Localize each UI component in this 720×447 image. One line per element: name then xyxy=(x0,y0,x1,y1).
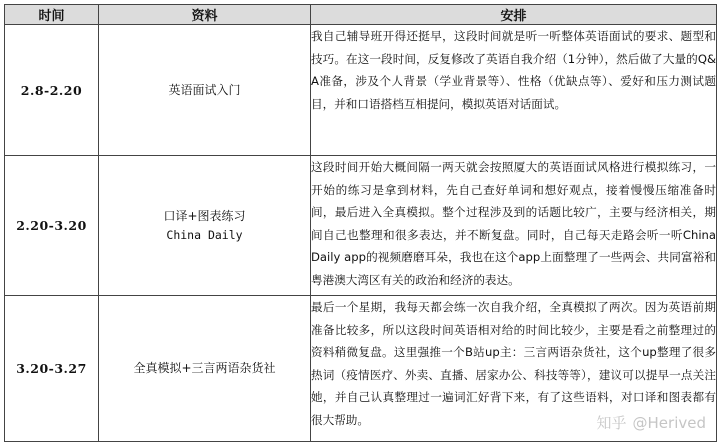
header-plan: 安排 xyxy=(311,5,717,25)
material-label: 英语面试入门 xyxy=(168,82,241,97)
watermark-author: @Herived xyxy=(632,414,706,432)
time-cell: 2.8-2.20 xyxy=(5,25,99,156)
material-cell xyxy=(99,296,311,442)
time-cell: 2.20-3.20 xyxy=(5,156,99,296)
table-row xyxy=(5,296,717,442)
material-label: 口译+图表练习 xyxy=(163,208,246,223)
plan-cell xyxy=(311,296,717,442)
plan-text: 最后一个星期，我每天都会练一次自我介绍，全真模拟了两次。因为英语前期准备比较多，所以这段时间英语相对给的时间比较少，主要是看之前整理过的资料稍微复盘。这里强推一个B站up主：三言两语杂货社，这个up整理了很多热词（疫情医疗、外卖、直播、居家办公、科技等等），建议可以提早一点关注她，并自己认真整理过一遍词汇好背下来，有了这些语料，对口译和图表都有很大帮助。 xyxy=(311,300,716,427)
material-cell xyxy=(99,25,311,156)
header-time: 时间 xyxy=(5,5,99,25)
table-row xyxy=(5,156,717,296)
schedule-table xyxy=(4,4,717,442)
material-cell xyxy=(99,156,311,296)
header-material: 资料 xyxy=(99,5,311,25)
time-cell: 3.20-3.27 xyxy=(5,296,99,442)
plan-text: 我自己辅导班开得还挺早，这段时间就是听一听整体英语面试的要求、题型和技巧。在这一段时间，反复修改了英语自我介绍（1分钟），然后做了大量的Q&A准备，涉及个人背景（学业背景等）、性格（优缺点等）、爱好和压力测试题目，并和口语搭档互相提问，模拟英语对话面试。 xyxy=(311,29,716,111)
material-label: 全真模拟+三言两语杂货社 xyxy=(133,361,276,375)
plan-cell xyxy=(311,156,717,296)
table-row xyxy=(5,25,717,156)
watermark-site: 知乎 xyxy=(596,414,627,432)
table-header-row xyxy=(5,5,717,25)
plan-text: 这段时间开始大概间隔一两天就会按照厦大的英语面试风格进行模拟练习，一开始的练习是拿到材料，先自己查好单词和想好观点，接着慢慢压缩准备时间，最后进入全真模拟。整个过程涉及到的话题比较广，主要与经济相关，期间自己也整理和很多表达，并不断复盘。同时，自己每天走路会听一听China Daily app的视频磨磨耳朵，我也在这个app上面整理了一些两会、共同富裕和粤港澳大湾区有关的政治和经济的表达。 xyxy=(311,160,716,287)
plan-cell xyxy=(311,25,717,156)
material-sublabel: China Daily xyxy=(166,227,243,242)
